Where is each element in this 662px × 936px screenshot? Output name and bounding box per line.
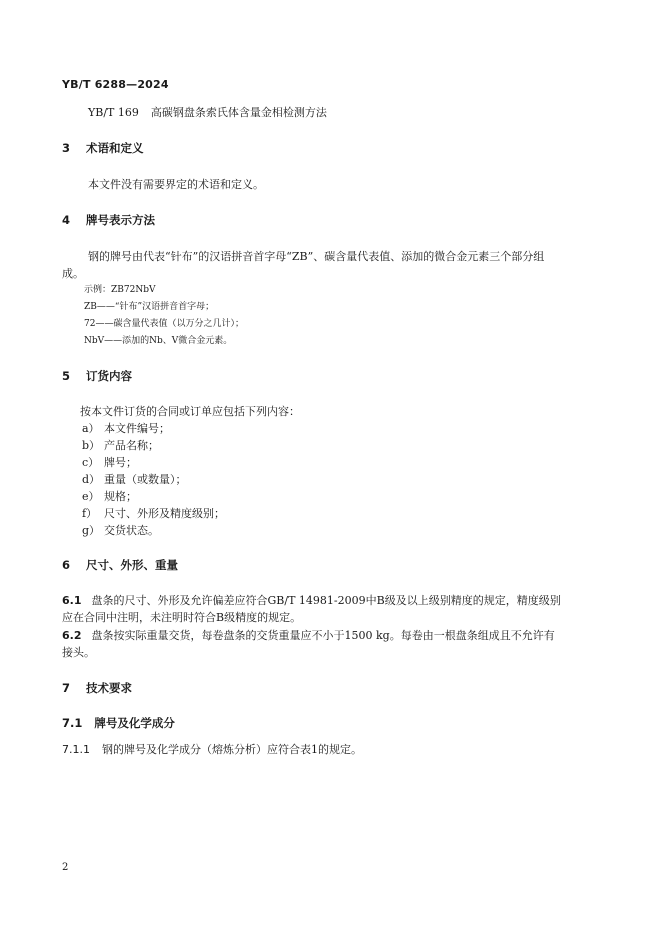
- clause-number: 6.1: [62, 594, 82, 607]
- list-item: [82, 420, 170, 436]
- section-number: 6: [62, 558, 71, 572]
- section-number: 4: [62, 213, 71, 227]
- section-title: 订货内容: [86, 369, 132, 383]
- reference-title: 高碳钢盘条索氏体含量金相检测方法: [150, 106, 327, 119]
- clause-7-1-1: [62, 741, 362, 757]
- clause-number: 6.2: [62, 629, 82, 642]
- clause-text: 盘条的尺寸、外形及允许偏差应符合GB/T 14981-2009中B级及以上级别精度的规定，精度级别: [91, 594, 561, 607]
- section-7-heading: [62, 680, 132, 696]
- list-marker: b）: [82, 439, 101, 452]
- clause-6-1-line-1: [62, 592, 561, 608]
- list-item: [82, 454, 137, 470]
- clause-text: 盘条按实际重量交货，每卷盘条的交货重量应不小于1500 kg。每卷由一根盘条组成且不允许有: [91, 629, 555, 642]
- list-item-text: 规格；: [104, 490, 137, 503]
- section-4-heading: [62, 212, 155, 228]
- list-item-text: 重量（或数量）；: [104, 473, 187, 486]
- normative-reference-line: [88, 104, 327, 120]
- clause-6-2-line-1: [62, 627, 555, 643]
- reference-code: YB/T 169: [88, 106, 139, 119]
- example-explanation-line: ZB——“针布”汉语拼音首字母；: [84, 302, 215, 312]
- section-3-paragraph: 本文件没有需要界定的术语和定义。: [88, 178, 264, 191]
- section-title: 尺寸、外形、重量: [86, 558, 178, 572]
- order-intro: 按本文件订货的合同或订单应包括下列内容：: [80, 405, 300, 418]
- list-marker: f）: [82, 507, 98, 520]
- list-item: [82, 488, 137, 504]
- list-item-text: 牌号；: [104, 456, 137, 469]
- clause-6-2-line-2: 接头。: [62, 646, 95, 659]
- clause-6-1-line-2: 应在合同中注明，未注明时符合B级精度的规定。: [62, 611, 302, 624]
- section-number: 7: [62, 681, 71, 695]
- section-5-heading: [62, 368, 132, 384]
- section-number: 3: [62, 141, 71, 155]
- subsection-7-1-heading: [62, 715, 175, 731]
- list-item-text: 尺寸、外形及精度级别；: [104, 507, 225, 520]
- page-number: 2: [62, 862, 69, 873]
- list-marker: e）: [82, 490, 100, 503]
- clause-text: 钢的牌号及化学成分（熔炼分析）应符合表1的规定。: [102, 743, 362, 756]
- list-item: [82, 471, 187, 487]
- list-item: [82, 522, 159, 538]
- example-explanation-line: NbV——添加的Nb、V微合金元素。: [84, 336, 233, 346]
- example-label: 示例：: [84, 285, 112, 295]
- list-item-text: 交货状态。: [104, 524, 159, 537]
- standard-code-header: YB/T 6288—2024: [62, 78, 169, 91]
- example-explanation-line: 72——碳含量代表值（以万分之几计）；: [84, 319, 244, 329]
- list-item-text: 本文件编号；: [104, 422, 170, 435]
- section-4-paragraph-line-1: 钢的牌号由代表“针布”的汉语拼音首字母“ZB”、碳含量代表值、添加的微合金元素三个部分组: [88, 250, 545, 263]
- list-marker: a）: [82, 422, 100, 435]
- section-title: 牌号表示方法: [86, 213, 155, 227]
- list-item-text: 产品名称；: [104, 439, 159, 452]
- list-item: [82, 437, 159, 453]
- section-title: 术语和定义: [86, 141, 144, 155]
- section-3-heading: [62, 140, 144, 156]
- example-line: [84, 282, 155, 295]
- section-number: 5: [62, 369, 71, 383]
- section-6-heading: [62, 557, 178, 573]
- subsection-title: 牌号及化学成分: [94, 716, 175, 730]
- subsection-number: 7.1: [62, 716, 83, 730]
- list-marker: c）: [82, 456, 100, 469]
- list-marker: g）: [82, 524, 101, 537]
- list-item: [82, 505, 225, 521]
- section-4-paragraph-line-2: 成。: [62, 267, 84, 280]
- list-marker: d）: [82, 473, 101, 486]
- section-title: 技术要求: [86, 681, 132, 695]
- example-value: ZB72NbV: [111, 285, 156, 295]
- clause-number: 7.1.1: [62, 743, 90, 756]
